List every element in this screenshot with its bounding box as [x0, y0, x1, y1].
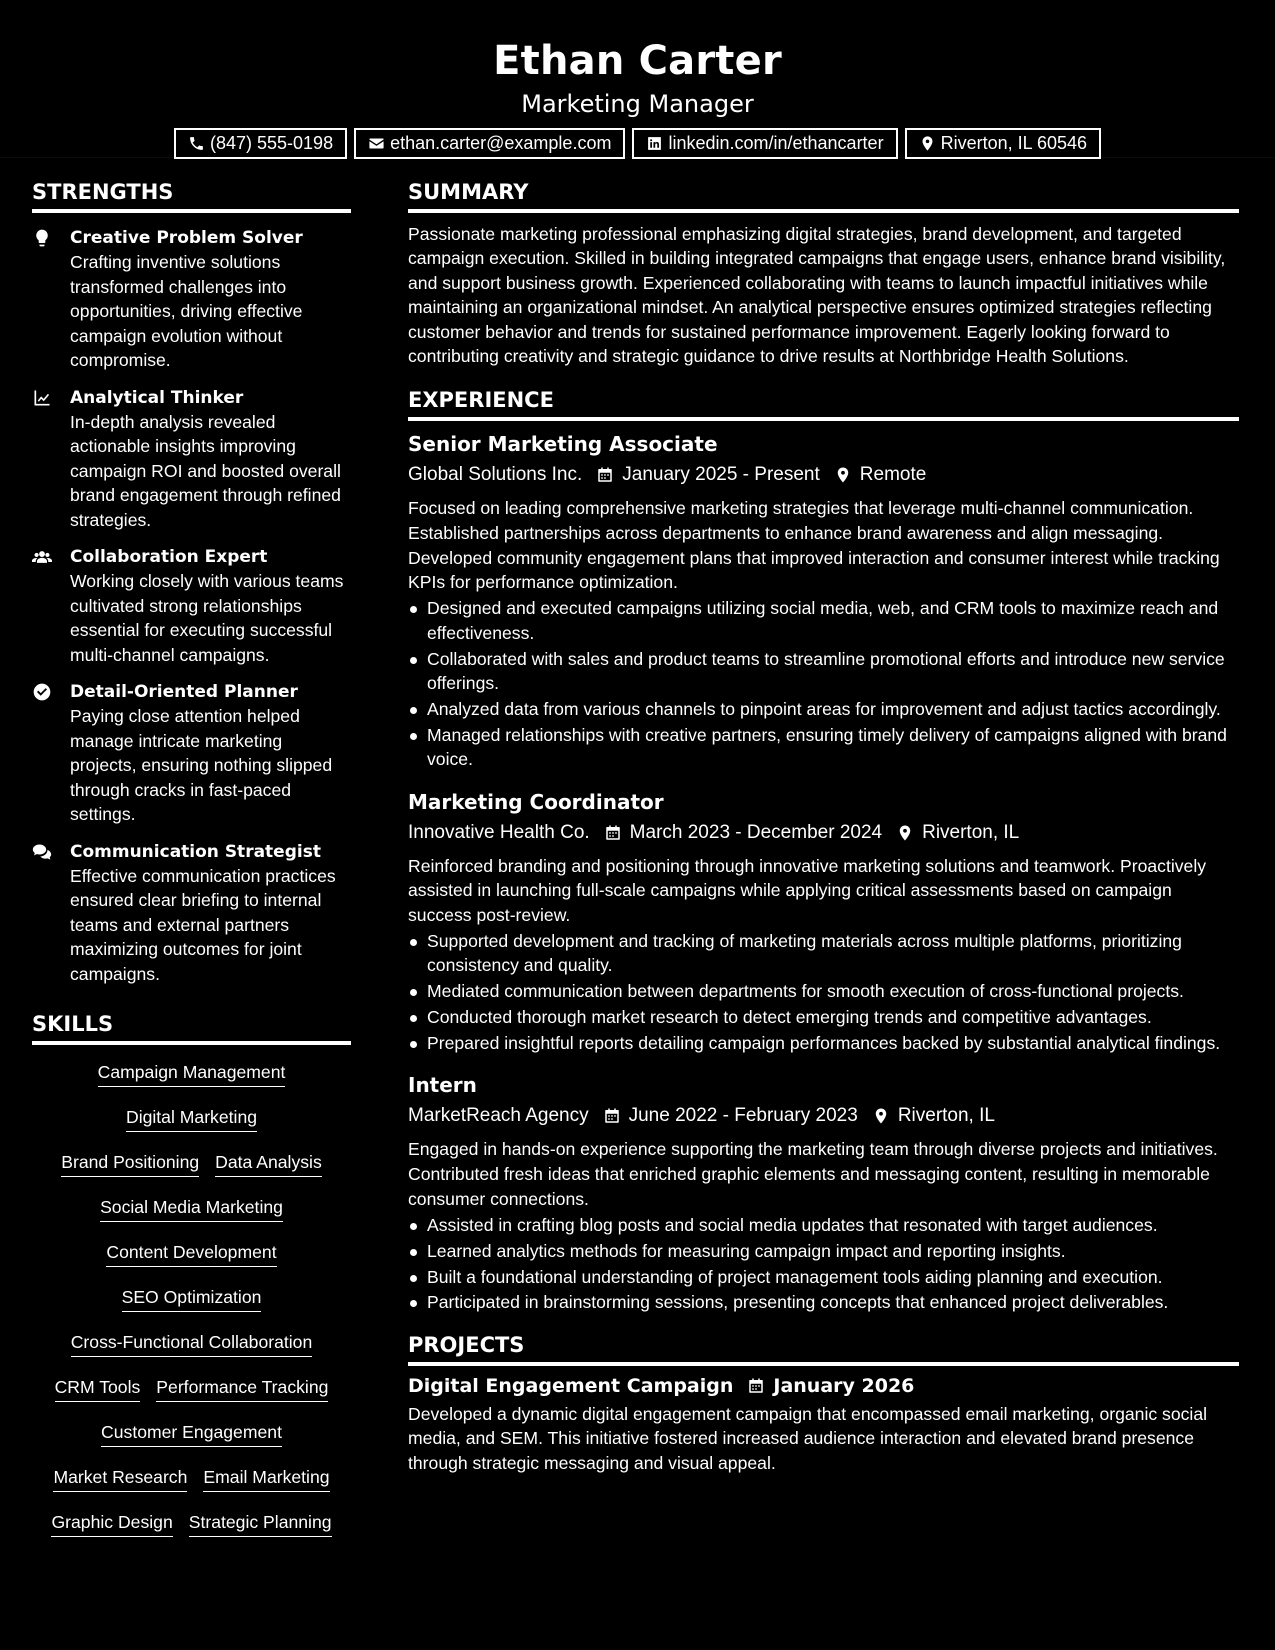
- bullet-item: Assisted in crafting blog posts and social media updates that resonated with target audiences.: [408, 1213, 1239, 1237]
- strength-description: Working closely with various teams cultivated strong relationships essential for executing successful multi-channel campaigns.: [70, 571, 344, 665]
- bullet-item: Analyzed data from various channels to pinpoint areas for improvement and adjust tactics accordingly.: [408, 697, 1239, 721]
- project-description: Developed a dynamic digital engagement campaign that encompassed email marketing, organic social media, and SEM. This initiative fostered increased audience interaction and elevated brand presence through strategic messaging and visual appeal.: [408, 1403, 1208, 1473]
- contact-email-text: ethan.carter@example.com: [390, 133, 612, 153]
- users-icon: [32, 547, 52, 567]
- skill-tag: Strategic Planning: [189, 1512, 332, 1537]
- bullet-item: Learned analytics methods for measuring campaign impact and reporting insights.: [408, 1239, 1239, 1263]
- skill-tag: Data Analysis: [215, 1152, 322, 1177]
- strength-title: Analytical Thinker: [70, 387, 244, 408]
- candidate-title: Marketing Manager: [521, 90, 754, 118]
- job-company: Global Solutions Inc.: [408, 464, 583, 486]
- bullet-item: Designed and executed campaigns utilizing social media, web, and CRM tools to maximize reach and effectiveness.: [408, 596, 1239, 645]
- calendar-icon: [603, 1107, 621, 1125]
- strength-title: Collaboration Expert: [70, 547, 268, 567]
- job-dates: June 2022 - February 2023: [628, 1105, 858, 1127]
- strength-description: Effective communication practices ensured clear briefing to internal teams and external partners maximizing outcomes for joint campaigns.: [70, 865, 336, 984]
- chart-line-icon: [32, 388, 52, 408]
- experience-heading: EXPERIENCE: [408, 388, 1239, 421]
- resume-header: [0, 0, 1275, 158]
- strength-item: [32, 680, 351, 827]
- job-title: Marketing Coordinator: [408, 789, 664, 814]
- skills-heading: SKILLS: [32, 1012, 351, 1045]
- summary-text: Passionate marketing professional emphasizing digital strategies, brand development, and targeted campaign execution. Skilled in building integrated campaigns that engage users, enhance brand visibility, and support business growth. Experienced collaborating with teams to launch impactful initiatives while maintaining an organizational mindset. An analytical perspective ensures optimized strategies reflecting customer behavior and trends for sustained performance improvement. Eagerly looking forward to contributing creativity and strategic guidance to drive results at Northbridge Health Solutions.: [408, 224, 1226, 367]
- project-header: [408, 1375, 1239, 1397]
- job-description: Reinforced branding and positioning through innovative marketing solutions and teamwork. Proactively assisted in launching full-scale campaigns while applying critical assessments based on campaign success post-review.: [408, 855, 1207, 925]
- job-description: Focused on leading comprehensive marketing strategies that leverage multi-channel communication. Established partnerships across departments to enhance brand awareness and align messaging. Developed community engagement plans that improved interaction and consumer interest while tracking KPIs for performance optimization.: [408, 498, 1220, 593]
- summary-heading: SUMMARY: [408, 180, 1239, 213]
- job-entry: [408, 1072, 1239, 1314]
- strength-description: Paying close attention helped manage intricate marketing projects, ensuring nothing slipped through cracks in fast-paced settings.: [70, 706, 333, 824]
- candidate-name: Ethan Carter: [493, 38, 782, 84]
- skill-tag: Graphic Design: [51, 1512, 172, 1537]
- job-location: Riverton, IL: [922, 821, 1020, 843]
- bullet-item: Mediated communication between departments for smooth execution of cross-functional projects.: [408, 979, 1239, 1003]
- projects-heading: PROJECTS: [408, 1333, 1239, 1366]
- skill-tag: Digital Marketing: [126, 1107, 257, 1132]
- skill-tag: Email Marketing: [203, 1467, 329, 1492]
- job-location: Remote: [859, 464, 927, 486]
- bullet-item: Built a foundational understanding of project management tools aiding planning and execution.: [408, 1265, 1239, 1289]
- job-location: Riverton, IL: [897, 1105, 995, 1127]
- strength-item: [32, 840, 351, 987]
- skill-tag: Cross-Functional Collaboration: [71, 1332, 313, 1357]
- location-icon: [834, 466, 852, 484]
- calendar-icon: [747, 1377, 765, 1395]
- job-dates: January 2025 - Present: [622, 464, 820, 486]
- job-meta: [408, 461, 1239, 489]
- email-icon: [368, 135, 385, 152]
- right-column: [408, 180, 1239, 1475]
- skill-tag: Market Research: [53, 1467, 187, 1492]
- linkedin-icon: [646, 135, 663, 152]
- phone-icon: [188, 135, 205, 152]
- contact-bar: [0, 128, 1275, 159]
- location-icon: [872, 1107, 890, 1125]
- skill-tag: Performance Tracking: [156, 1377, 328, 1402]
- skills-list: [32, 1054, 351, 1549]
- contact-location: [905, 128, 1101, 159]
- job-bullets: [408, 929, 1239, 1056]
- project-entry: [408, 1375, 1239, 1475]
- calendar-icon: [596, 466, 614, 484]
- job-title: Intern: [408, 1073, 477, 1098]
- strength-title: Communication Strategist: [70, 841, 321, 862]
- strength-item: [32, 226, 351, 373]
- bullet-item: Participated in brainstorming sessions, presenting concepts that enhanced project deliverables.: [408, 1290, 1239, 1314]
- strength-description: Crafting inventive solutions transformed challenges into opportunities, driving effective campaign evolution without compromise.: [70, 252, 303, 370]
- strength-item: [32, 386, 351, 533]
- strengths-heading: STRENGTHS: [32, 180, 351, 213]
- left-column: [32, 180, 351, 1549]
- job-dates: March 2023 - December 2024: [629, 821, 883, 843]
- check-circle-icon: [32, 682, 52, 702]
- location-icon: [919, 135, 936, 152]
- job-entry: [408, 789, 1239, 1056]
- skill-tag: Social Media Marketing: [100, 1197, 283, 1222]
- job-description: Engaged in hands-on experience supporting the marketing team through diverse projects and initiatives. Contributed fresh ideas that enriched graphic elements and messaging content, resulting in memorable consumer connections.: [408, 1139, 1218, 1209]
- skill-tag: SEO Optimization: [122, 1287, 262, 1312]
- job-title: Senior Marketing Associate: [408, 432, 718, 457]
- project-title: Digital Engagement Campaign: [408, 1374, 734, 1397]
- project-date: January 2026: [773, 1374, 915, 1397]
- calendar-icon: [604, 824, 622, 842]
- skill-tag: Content Development: [106, 1242, 276, 1267]
- comments-icon: [32, 842, 52, 862]
- bullet-item: Managed relationships with creative partners, ensuring timely delivery of campaigns aligned with brand voice.: [408, 723, 1239, 772]
- location-icon: [896, 824, 914, 842]
- contact-location-text: Riverton, IL 60546: [940, 133, 1088, 153]
- contact-phone[interactable]: [174, 128, 347, 159]
- skill-tag: CRM Tools: [55, 1377, 141, 1402]
- job-entry: [408, 431, 1239, 771]
- contact-linkedin-text: linkedin.com/in/ethancarter: [668, 133, 884, 153]
- bullet-item: Conducted thorough market research to detect emerging trends and competitive advantages.: [408, 1005, 1239, 1029]
- strength-title: Detail-Oriented Planner: [70, 682, 298, 702]
- job-bullets: [408, 596, 1239, 771]
- skill-tag: Brand Positioning: [61, 1152, 199, 1177]
- contact-email[interactable]: [354, 128, 625, 159]
- contact-linkedin[interactable]: [632, 128, 897, 159]
- bullet-item: Prepared insightful reports detailing campaign performances backed by substantial analytical findings.: [408, 1031, 1239, 1055]
- job-meta: [408, 1102, 1239, 1130]
- bullet-item: Supported development and tracking of marketing materials across multiple platforms, prioritizing consistency and quality.: [408, 929, 1239, 978]
- job-meta: [408, 819, 1239, 847]
- strength-description: In-depth analysis revealed actionable insights improving campaign ROI and boosted overall brand engagement through refined strategies.: [70, 411, 341, 530]
- strength-title: Creative Problem Solver: [70, 228, 303, 248]
- strength-item: [32, 545, 351, 667]
- contact-phone-text: (847) 555-0198: [209, 133, 334, 153]
- bullet-item: Collaborated with sales and product teams to streamline promotional efforts and introduce new service offerings.: [408, 647, 1239, 696]
- lightbulb-icon: [32, 228, 52, 248]
- job-company: Innovative Health Co.: [408, 821, 590, 843]
- job-bullets: [408, 1213, 1239, 1315]
- job-company: MarketReach Agency: [408, 1105, 589, 1127]
- skill-tag: Customer Engagement: [101, 1422, 282, 1447]
- skill-tag: Campaign Management: [98, 1062, 286, 1087]
